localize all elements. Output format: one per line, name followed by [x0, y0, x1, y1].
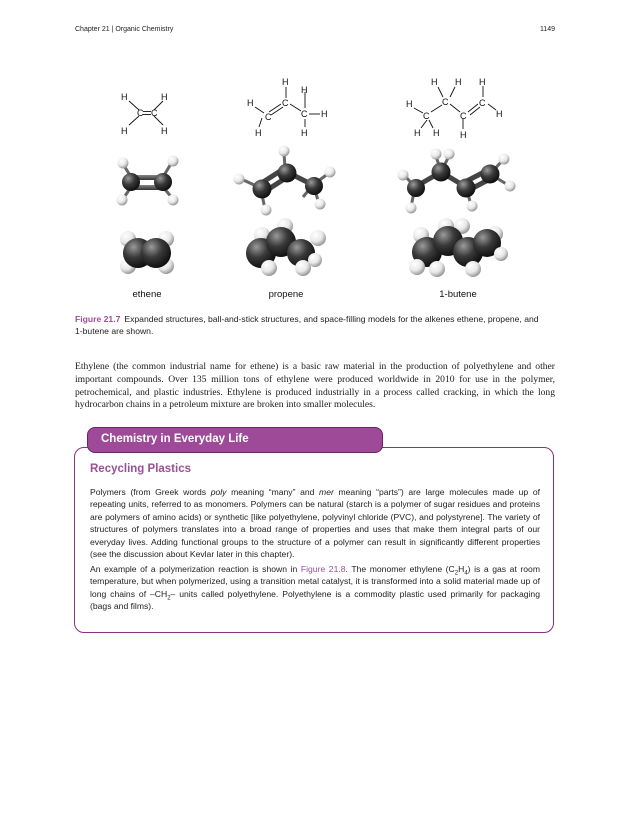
label-1-butene: 1-butene	[439, 289, 477, 300]
p2-text-a: An example of a polymerization reaction is shown in	[90, 564, 301, 574]
svg-text:H: H	[455, 77, 462, 87]
header-separator: |	[109, 26, 116, 33]
svg-text:H: H	[255, 128, 262, 138]
svg-text:H: H	[121, 126, 128, 136]
svg-text:H: H	[121, 92, 128, 102]
alkene-figure	[75, 72, 555, 310]
svg-text:C: C	[151, 108, 158, 118]
svg-text:H: H	[161, 92, 168, 102]
svg-text:H: H	[301, 85, 308, 95]
svg-text:H: H	[414, 128, 421, 138]
butene-space-filling	[409, 218, 508, 277]
page-number: 1149	[539, 26, 555, 33]
svg-text:C: C	[301, 109, 308, 119]
svg-text:H: H	[460, 130, 467, 140]
label-ethene: ethene	[132, 289, 162, 300]
propene-ball-and-stick	[234, 146, 336, 216]
ethene-space-filling	[120, 231, 174, 274]
feature-tab-title: Chemistry in Everyday Life	[87, 427, 383, 453]
p1-text-a: Polymers (from Greek words	[90, 487, 211, 497]
svg-text:H: H	[247, 98, 254, 108]
svg-text:H: H	[433, 128, 440, 138]
p2-text-c: H	[458, 564, 465, 574]
svg-text:C: C	[479, 98, 486, 108]
svg-text:C: C	[265, 112, 272, 122]
p1-text-b: meaning “many” and	[226, 487, 320, 497]
feature-heading: Recycling Plastics	[90, 463, 191, 475]
svg-text:H: H	[406, 99, 413, 109]
subscript-4: 4	[464, 570, 468, 577]
ethene-ball-and-stick	[117, 156, 179, 206]
chapter-label: Chapter 21	[75, 26, 110, 33]
figure-caption	[75, 314, 545, 337]
body-paragraph: Ethylene (the common industrial name for ethene) is a basic raw material in the production of polyethylene and other important compounds. Over 135 million tons of ethylene were produced worldwide in 2010 for use in the polymer, petrochemical, and plastic industries. Ethylene is produced industrially in a process called cracking, in which the long hydrocarbon chains in a petroleum mixture are broken into smaller molecules.	[75, 361, 555, 411]
ethene-atom-labels	[121, 92, 168, 136]
svg-text:C: C	[442, 97, 449, 107]
caption-text: Expanded structures, ball-and-stick structures, and space-filling models for the alkenes ethene, propene, and 1-butene are shown.	[75, 314, 539, 336]
svg-text:H: H	[301, 128, 308, 138]
svg-text:H: H	[496, 109, 503, 119]
butene-ball-and-stick	[398, 149, 516, 214]
subscript-2: 2	[454, 570, 459, 577]
svg-text:H: H	[321, 109, 328, 119]
svg-text:C: C	[423, 111, 430, 121]
label-propene: propene	[268, 289, 304, 300]
svg-text:C: C	[137, 108, 144, 118]
svg-text:H: H	[479, 77, 486, 87]
svg-text:C: C	[460, 111, 467, 121]
p2-text-d: ) is a gas at room temperature, but when polymerized, using a transition metal catalyst, it is transformed into a solid material made up of long chains of –CH	[90, 564, 540, 599]
running-header-chapter	[75, 26, 173, 33]
figure-21-8-link[interactable]: Figure 21.8	[300, 564, 346, 574]
ethene-expanded-structure	[129, 101, 163, 125]
butene-atom-labels	[406, 77, 503, 140]
p2-text-e: – units called polyethylene. Polyethylene is a commodity plastic used primarily for packaging (bags and films).	[90, 588, 540, 612]
feature-paragraph-1	[90, 486, 540, 560]
svg-text:C: C	[282, 98, 289, 108]
svg-text:H: H	[161, 126, 168, 136]
svg-text:H: H	[282, 77, 289, 87]
subscript-2b: 2	[167, 595, 171, 602]
p1-term-mer: mer	[319, 487, 334, 497]
feature-paragraph-2	[90, 563, 540, 613]
propene-atom-labels	[247, 77, 328, 138]
p1-text-c: meaning “parts”) are large molecules made up of repeating units, referred to as monomers. Polymers can be natural (starch is a polymer of sugar residues and proteins are polymers of amino acids) or synthetic [like polyethylene, polyvinyl chloride (PVC), and polystyrene]. The variety of structures of polymers translates into a broad range of properties and uses that make them integral parts of our everyday lives. Adding functional groups to the structure of a polymer can result in significantly different properties (see the discussion about Kevlar later in this chapter).	[90, 487, 540, 560]
propene-space-filling	[246, 218, 326, 276]
figure-number: Figure 21.7	[75, 314, 121, 324]
section-label: Organic Chemistry	[115, 26, 174, 33]
svg-text:H: H	[431, 77, 438, 87]
p2-text-b: . The monomer ethylene (C	[345, 564, 455, 574]
p1-term-poly: poly	[210, 487, 227, 497]
